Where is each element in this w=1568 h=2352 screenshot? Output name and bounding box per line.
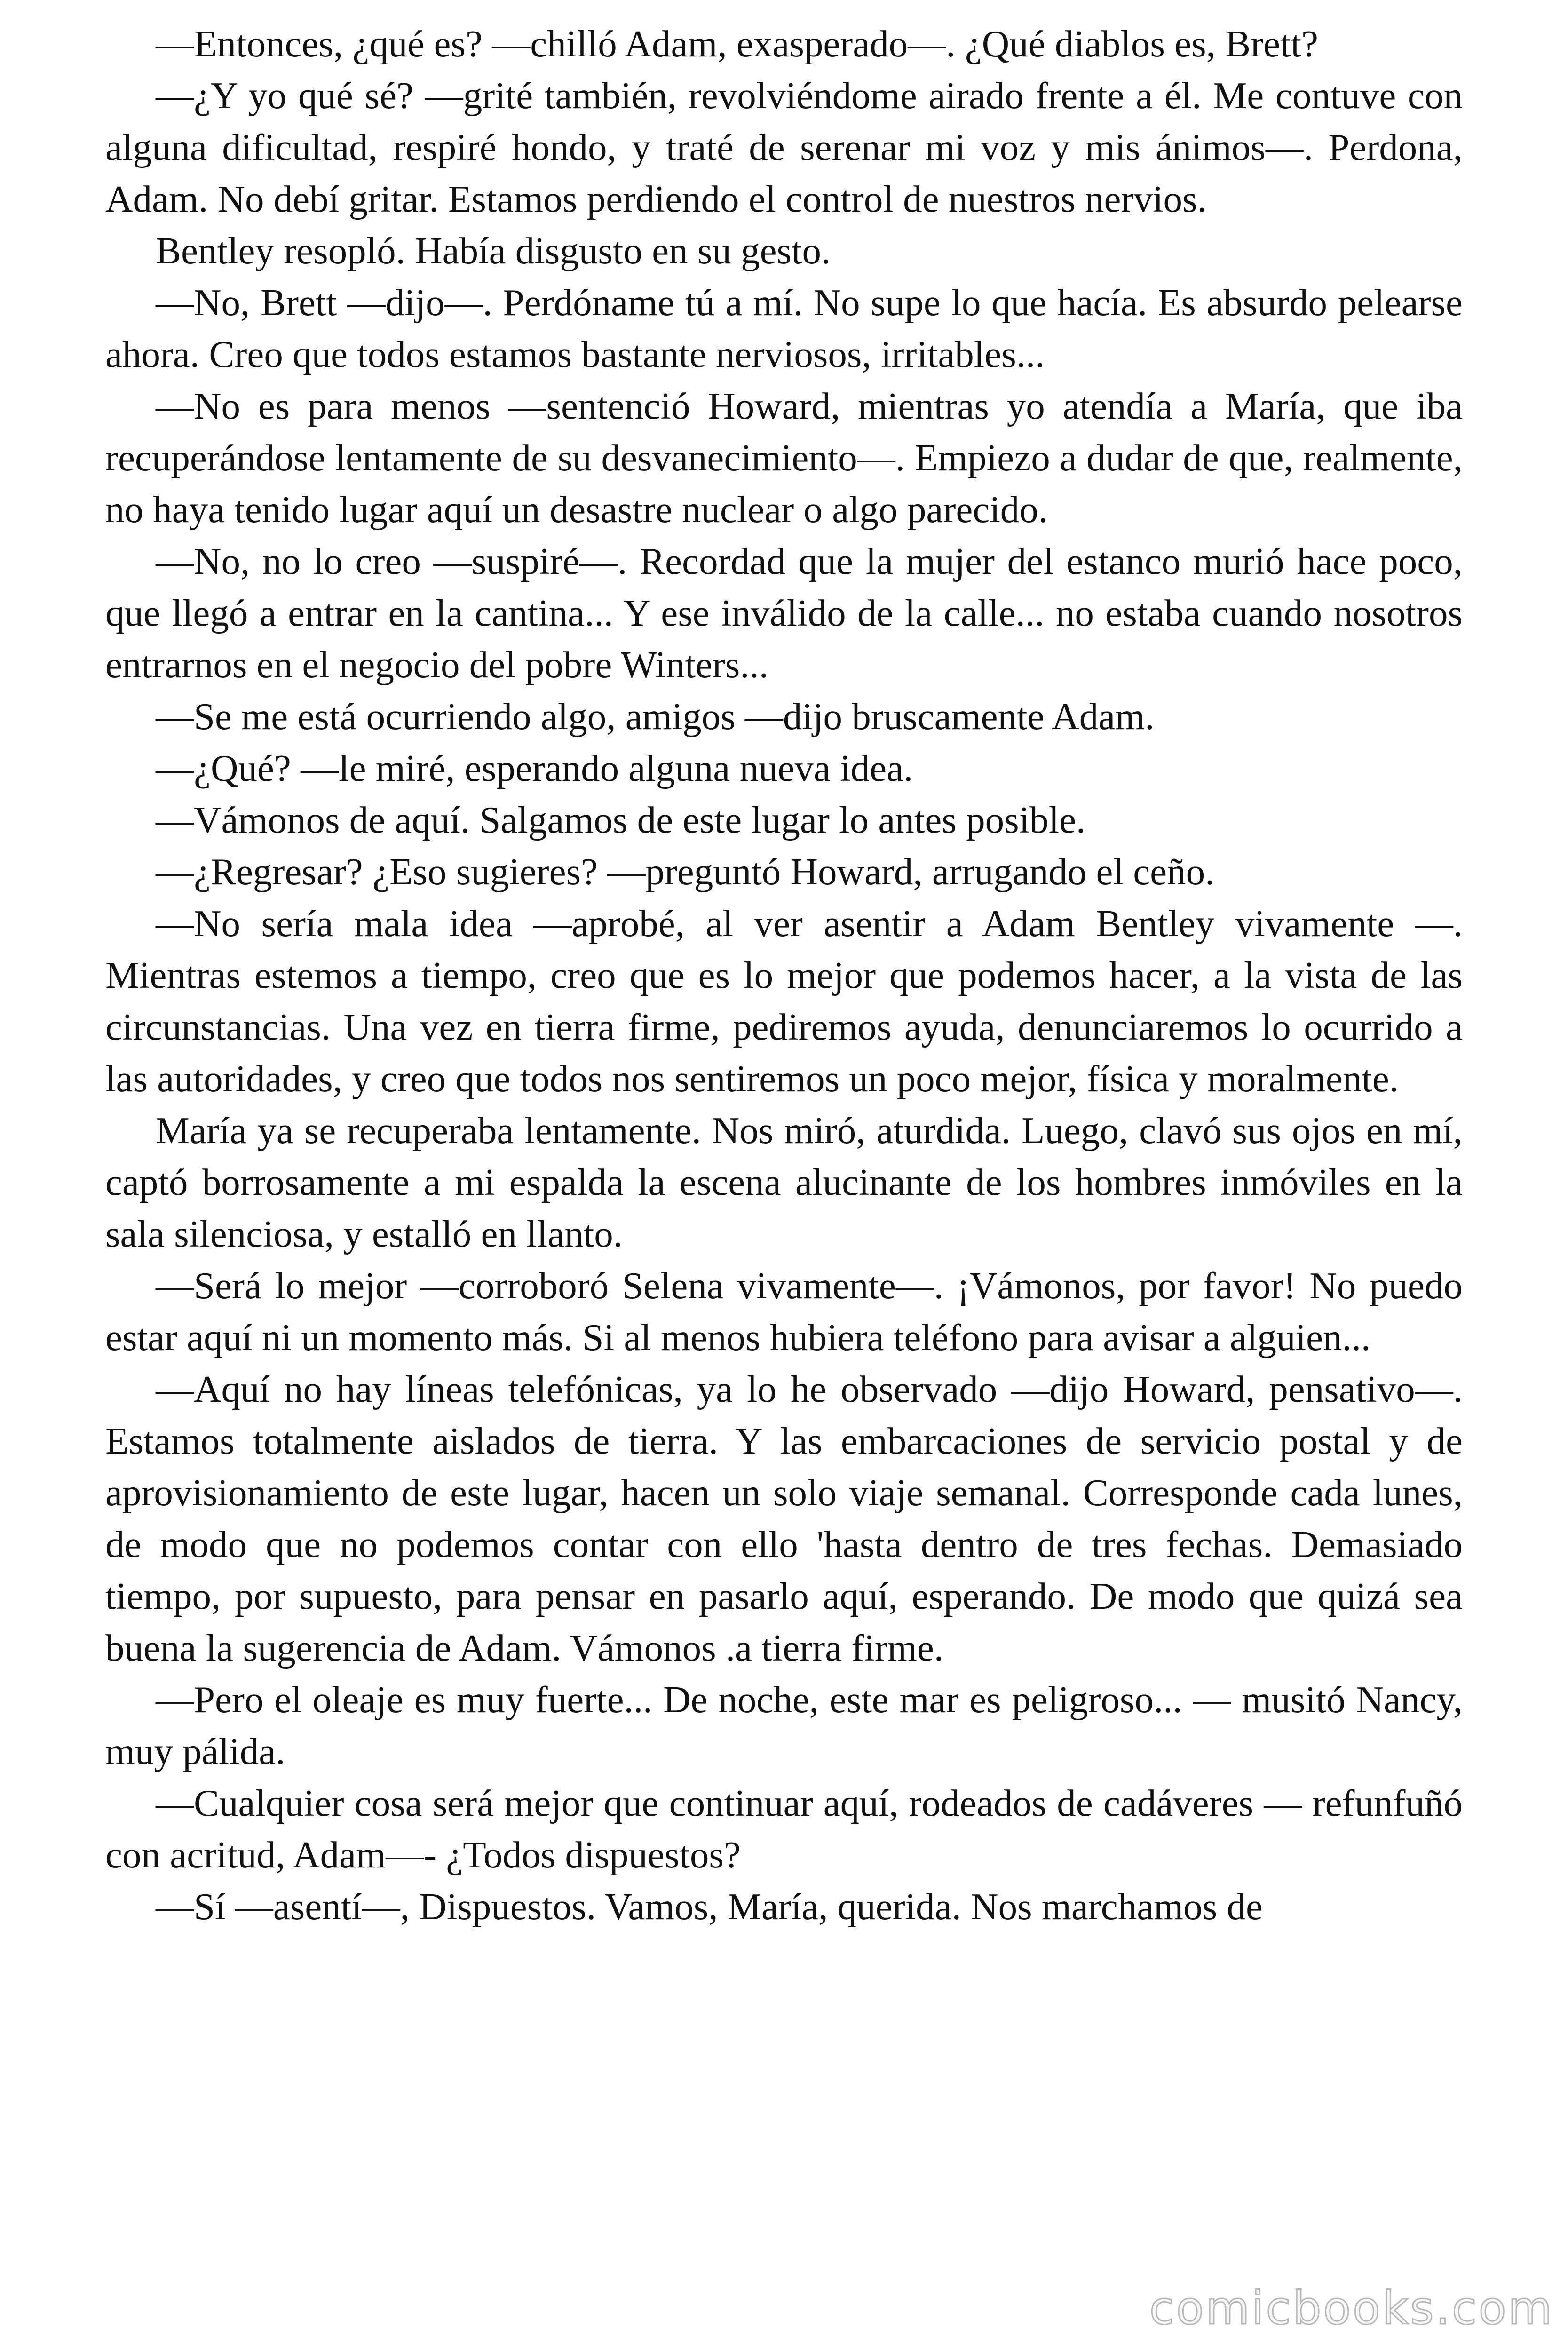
book-page [105, 18, 1463, 2313]
paragraph: —¿Regresar? ¿Eso sugieres? —preguntó Howard, arrugando el ceño. [156, 850, 1215, 893]
paragraph: —No, Brett —dijo—. Perdóname tú a mí. No supe lo que hacía. Es absurdo pelearse ahora. Creo que todos estamos bastante nerviosos, irritables... [105, 281, 1463, 375]
paragraph: —Pero el oleaje es muy fuerte... De noche, este mar es peligroso... — musitó Nancy, muy pálida. [105, 1678, 1463, 1772]
paragraph: —No, no lo creo —suspiré—. Recordad que la mujer del estanco murió hace poco, que llegó a entrar en la cantina... Y ese inválido de la calle... no estaba cuando nosotros entrarnos en el negocio del pobre Winters... [105, 540, 1463, 686]
paragraph: —Vámonos de aquí. Salgamos de este lugar lo antes posible. [156, 799, 1086, 841]
paragraph: —Cualquier cosa será mejor que continuar aquí, rodeados de cadáveres — refunfuñó con acritud, Adam—- ¿Todos dispuestos? [105, 1782, 1463, 1876]
paragraph: María ya se recuperaba lentamente. Nos miró, aturdida. Luego, clavó sus ojos en mí, captó borrosamente a mi espalda la escena alucinante de los hombres inmóviles en la sala silenciosa, y estalló en llanto. [105, 1109, 1463, 1255]
paragraph: —No sería mala idea —aprobé, al ver asentir a Adam Bentley vivamente —. Mientras estemos a tiempo, creo que es lo mejor que podemos hacer, a la vista de las circunstancias. Una vez en tierra firme, pediremos ayuda, denunciaremos lo ocurrido a las autoridades, y creo que todos nos sentiremos un poco mejor, física y moralmente. [105, 902, 1463, 1100]
paragraph: —No es para menos —sentenció Howard, mientras yo atendía a María, que iba recuperándose lentamente de su desvanecimiento—. Empiezo a dudar de que, realmente, no haya tenido lugar aquí un desastre nuclear o algo parecido. [105, 385, 1463, 531]
paragraph: —Sí —asentí—, Dispuestos. Vamos, María, querida. Nos marchamos de [156, 1885, 1263, 1928]
watermark: comicbooks.com [1149, 2282, 1554, 2335]
paragraph: —Se me está ocurriendo algo, amigos —dijo bruscamente Adam. [156, 695, 1155, 738]
paragraph: —Será lo mejor —corroboró Selena vivamente—. ¡Vámonos, por favor! No puedo estar aquí ni un momento más. Si al menos hubiera teléfono para avisar a alguien... [105, 1264, 1463, 1359]
paragraph: —¿Qué? —le miré, esperando alguna nueva idea. [156, 747, 913, 789]
paragraph: —¿Y yo qué sé? —grité también, revolviéndome airado frente a él. Me contuve con alguna dificultad, respiré hondo, y traté de serenar mi voz y mis ánimos—. Perdona, Adam. No debí gritar. Estamos perdiendo el control de nuestros nervios. [105, 74, 1463, 220]
paragraph: —Aquí no hay líneas telefónicas, ya lo he observado —dijo Howard, pensativo—. Estamos totalmente aislados de tierra. Y las embarcaciones de servicio postal y de aprovisionamiento de este lugar, hacen un solo viaje semanal. Corresponde cada lunes, de modo que no podemos contar con ello 'hasta dentro de tres fechas. Demasiado tiempo, por supuesto, para pensar en pasarlo aquí, esperando. De modo que quizá sea buena la sugerencia de Adam. Vámonos .a tierra firme. [105, 1368, 1463, 1669]
paragraph: —Entonces, ¿qué es? —chilló Adam, exasperado—. ¿Qué diablos es, Brett? [156, 23, 1319, 65]
paragraph: Bentley resopló. Había disgusto en su gesto. [156, 230, 831, 272]
